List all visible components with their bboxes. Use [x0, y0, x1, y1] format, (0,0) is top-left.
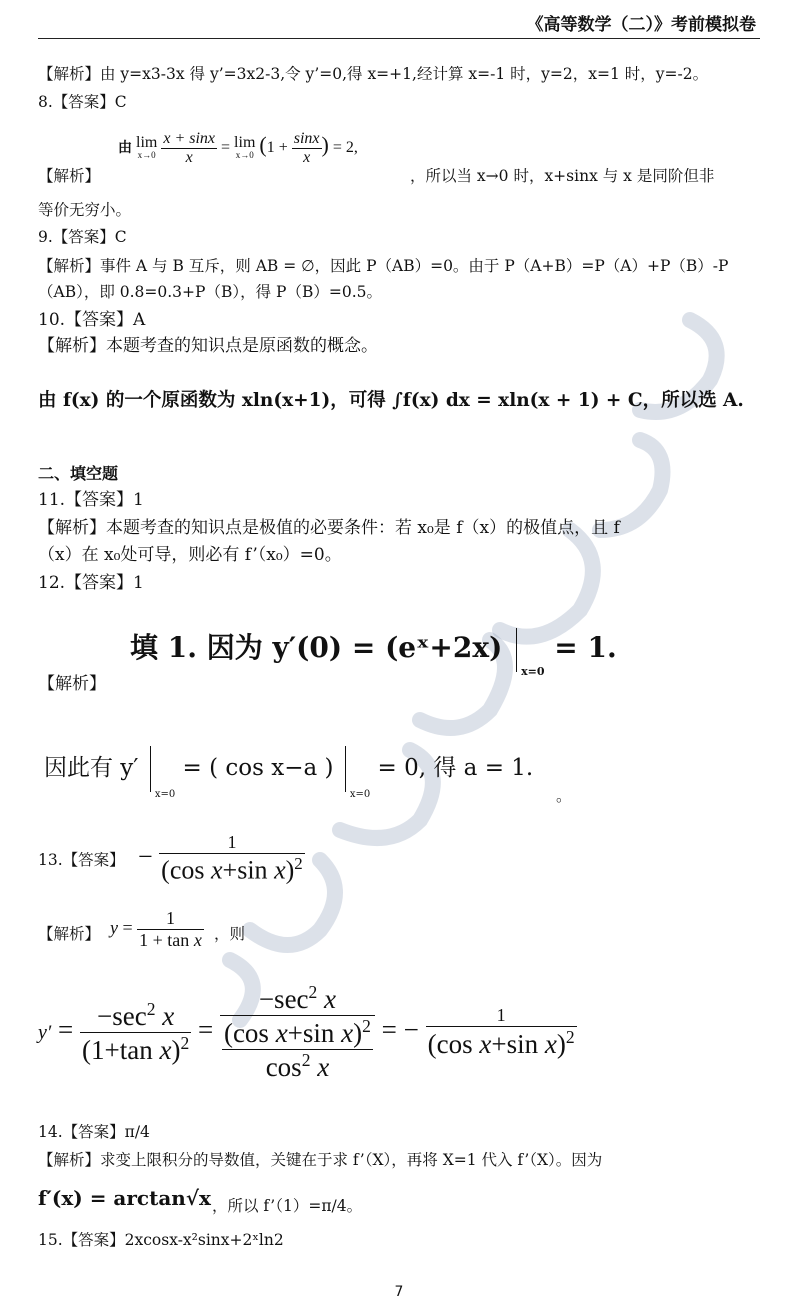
limit-prefix: 由	[118, 140, 132, 157]
f-prime-equation: f′(x) = arctan√x	[38, 1186, 211, 1210]
answer-q13-value: − $\frac{1}{(\cos x+\sin x)^2}$	[138, 832, 303, 885]
derivative-equation-2-pre: 因此有 y′	[44, 755, 139, 781]
answer-q12: 12.【答案】1	[38, 573, 144, 593]
answer-q8: 8.【答案】C	[38, 93, 127, 111]
answer-q13-label: 13.【答案】	[38, 851, 125, 869]
analysis-q11-cont: （x）在 x₀处可导，则必有 f’（x₀）=0。	[38, 545, 342, 565]
answer-q14: 14.【答案】π/4	[38, 1123, 150, 1141]
analysis-q10: 【解析】本题考查的知识点是原函数的概念。	[38, 336, 378, 356]
page-header-title: 《高等数学（二）》考前模拟卷	[526, 15, 756, 35]
eval-subscript-3: x=0	[349, 789, 371, 800]
trailing-period: 。	[556, 787, 572, 805]
analysis-q7: 【解析】由 y=x3-3x 得 y’=3x2-3,令 y’=0,得 x=+1,经计算 x=-1 时，y=2，x=1 时，y=-2。	[38, 65, 709, 83]
derivative-equation-1	[130, 626, 617, 678]
limit-equation: 由 lim x→0 $\frac{x + \sin x}{x}$ = lim x→0 (1 + $\frac{\sin x}{x}$ ) = 2,	[118, 130, 358, 166]
analysis-q13-label: 【解析】	[38, 925, 101, 943]
answer-q11: 11.【答案】1	[38, 490, 144, 510]
derivative-equation-2-end: = 0, 得 a = 1.	[377, 755, 534, 781]
antiderivative-equation: 由 f(x) 的一个原函数为 xln(x+1)，可得 ∫f(x) dx = xln(x + 1) + C，所以选 A.	[38, 390, 744, 411]
eval-subscript-2: x=0	[154, 789, 176, 800]
derivative-equation-1-main: 填 1. 因为 y′(0) = (eˣ+2x)	[130, 631, 503, 664]
analysis-q12: 【解析】	[38, 674, 106, 694]
section-fill-in: 二、填空题	[38, 464, 119, 483]
analysis-q8-cont: 等价无穷小。	[38, 201, 132, 219]
analysis-q9-cont: （AB），即 0.8=0.3+P（B），得 P（B）=0.5。	[38, 283, 382, 301]
analysis-label-q8: 【解析】	[38, 167, 101, 185]
derivative-equation-2-mid: = ( cos x−a )	[182, 755, 334, 781]
analysis-q9: 【解析】事件 A 与 B 互斥，则 AB = ∅，因此 P（AB）=0。由于 P（A+B）=P（A）+P（B）-P	[38, 257, 729, 275]
answer-q10: 10.【答案】A	[38, 310, 146, 330]
y-definition: y = $\frac{1}{\text{1 + tan x}}$	[110, 908, 202, 950]
derivative-quotient-equation: y′ = $\frac{-\sec^2 x}{(1+\tan x)^2}$ = $\frac{-\sec^2 x}{\frac{(\cos x+\sin x)^2}{\cos^2 x}}$ = − $\frac{1}{(\cos x+\sin x)^2}$	[38, 982, 575, 1082]
answer-q15: 15.【答案】2xcosx-x²sinx+2ˣln2	[38, 1231, 284, 1249]
page-number: 7	[394, 1284, 404, 1300]
analysis-q8-tail: ，所以当 x→0 时，x+sinx 与 x 是同阶但非	[410, 167, 715, 185]
derivative-equation-2	[44, 746, 533, 800]
analysis-q11: 【解析】本题考查的知识点是极值的必要条件：若 x₀是 f（x）的极值点，且 f	[38, 518, 620, 538]
analysis-q14-tail: ，所以 f’（1）=π/4。	[212, 1197, 363, 1215]
answer-q9: 9.【答案】C	[38, 228, 127, 246]
derivative-equation-1-end: = 1.	[554, 631, 617, 664]
analysis-q13-then: ，则	[214, 925, 246, 943]
analysis-q14: 【解析】求变上限积分的导数值，关键在于求 f’（X），再将 X=1 代入 f’（X）。因为	[38, 1151, 603, 1169]
header-divider	[38, 38, 760, 39]
eval-subscript-1: x=0	[521, 665, 545, 678]
